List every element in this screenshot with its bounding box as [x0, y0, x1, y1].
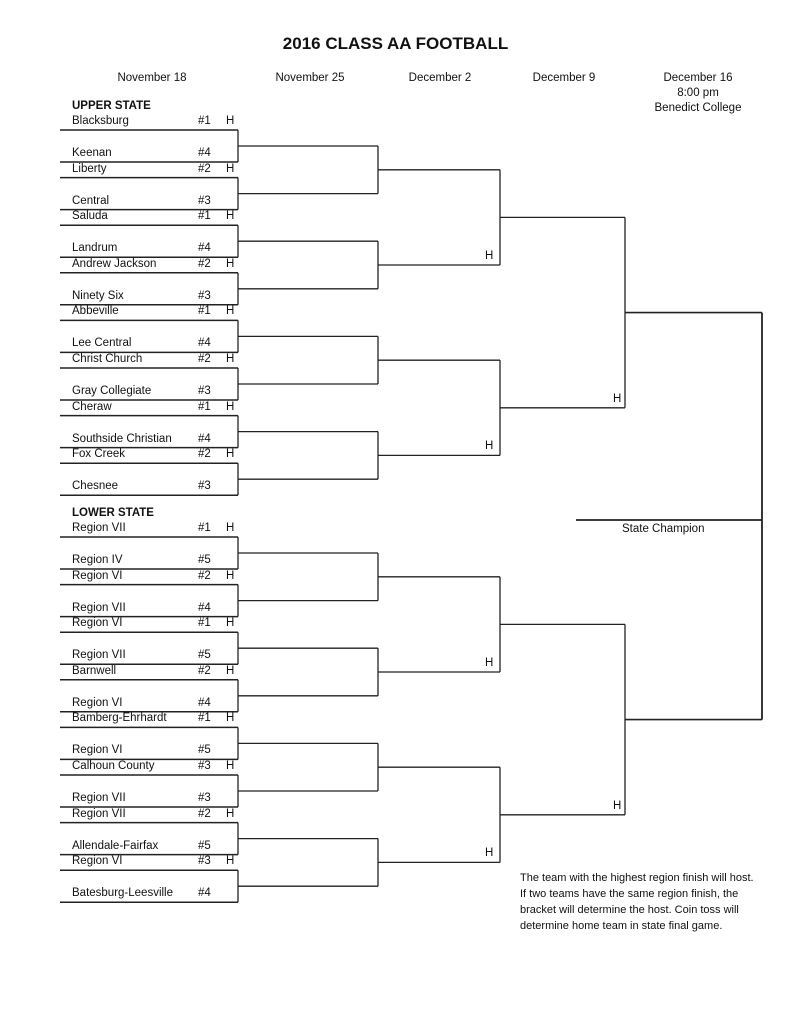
team-name: Region VII — [72, 522, 126, 534]
host-marker: H — [226, 617, 235, 630]
team-seed: #3 — [198, 385, 211, 397]
team-name: Region VI — [72, 617, 123, 630]
team-name: Batesburg-Leesville — [72, 887, 174, 900]
host-marker: H — [226, 664, 235, 677]
host-marker: H — [226, 807, 235, 820]
team-seed: #1 — [198, 712, 211, 725]
team-seed: #2 — [198, 569, 211, 582]
round-1-date: November 18 — [117, 72, 187, 84]
team-name: Calhoun County — [72, 760, 155, 772]
team-name: Barnwell — [72, 664, 117, 677]
lower-state-label: LOWER STATE — [72, 507, 154, 519]
host-marker: H — [613, 392, 622, 405]
team-name: Gray Collegiate — [72, 385, 152, 397]
team-name: Region VII — [72, 807, 126, 820]
team-name: Cheraw — [72, 400, 112, 413]
team-seed: #5 — [198, 839, 211, 852]
team-seed: #3 — [198, 480, 211, 493]
upper-state-label: UPPER STATE — [72, 100, 151, 112]
team-seed: #4 — [198, 887, 211, 900]
team-seed: #4 — [198, 601, 211, 614]
team-seed: #4 — [198, 432, 211, 445]
page-title: 2016 CLASS AA FOOTBALL — [282, 34, 509, 53]
host-marker: H — [485, 250, 494, 262]
team-seed: #4 — [198, 147, 211, 159]
final-date: December 16 — [663, 72, 733, 84]
team-name: Lee Central — [72, 337, 132, 350]
state-champion-label: State Champion — [622, 523, 705, 535]
team-seed: #1 — [198, 210, 211, 223]
team-seed: #2 — [198, 353, 211, 365]
host-marker: H — [226, 353, 235, 365]
team-seed: #3 — [198, 194, 211, 207]
team-seed: #2 — [198, 448, 211, 461]
team-name: Fox Creek — [72, 448, 126, 461]
team-name: Keenan — [72, 147, 112, 159]
team-seed: #3 — [198, 760, 211, 772]
final-venue: Benedict College — [654, 102, 742, 114]
team-name: Region VI — [72, 744, 123, 757]
host-marker: H — [226, 522, 235, 534]
team-seed: #2 — [198, 664, 211, 677]
team-name: Saluda — [72, 210, 108, 223]
host-marker: H — [226, 257, 235, 270]
host-marker: H — [485, 440, 494, 453]
team-seed: #1 — [198, 305, 211, 318]
team-seed: #1 — [198, 617, 211, 630]
team-name: Region VII — [72, 792, 126, 804]
host-marker: H — [226, 855, 235, 868]
host-marker: H — [613, 799, 622, 812]
host-marker: H — [226, 400, 235, 413]
host-marker: H — [485, 657, 494, 669]
host-marker: H — [485, 847, 494, 860]
host-marker: H — [226, 760, 235, 772]
team-seed: #4 — [198, 696, 211, 709]
team-name: Christ Church — [72, 353, 143, 365]
team-seed: #5 — [198, 554, 211, 566]
team-name: Landrum — [72, 242, 118, 255]
team-seed: #3 — [198, 289, 211, 302]
host-marker: H — [226, 569, 235, 582]
team-name: Region VI — [72, 569, 123, 582]
host-marker: H — [226, 115, 235, 127]
team-name: Ninety Six — [72, 289, 124, 302]
team-seed: #2 — [198, 807, 211, 820]
team-name: Region VII — [72, 601, 126, 614]
round-2-date: November 25 — [275, 72, 345, 84]
host-marker: H — [226, 305, 235, 318]
team-name: Region VI — [72, 696, 123, 709]
team-name: Bamberg-Ehrhardt — [72, 712, 167, 725]
team-name: Region IV — [72, 554, 123, 566]
team-seed: #1 — [198, 522, 211, 534]
final-time: 8:00 pm — [677, 87, 719, 99]
team-name: Blacksburg — [72, 115, 129, 127]
team-seed: #3 — [198, 792, 211, 804]
round-4-date: December 9 — [532, 72, 596, 84]
hosting-note: The team with the highest region finish will host. If two teams have the same region finish, the bracket will determine the host. Coin toss will determine home team in state final game. — [520, 872, 754, 932]
team-seed: #4 — [198, 242, 211, 255]
host-marker: H — [226, 162, 235, 175]
team-seed: #1 — [198, 115, 211, 127]
team-seed: #1 — [198, 400, 211, 413]
team-name: Liberty — [72, 162, 107, 175]
team-name: Chesnee — [72, 480, 119, 493]
team-seed: #2 — [198, 257, 211, 270]
team-name: Southside Christian — [72, 432, 172, 445]
host-marker: H — [226, 712, 235, 725]
team-seed: #2 — [198, 162, 211, 175]
team-seed: #3 — [198, 855, 211, 868]
team-seed: #4 — [198, 337, 211, 350]
team-name: Abbeville — [72, 305, 119, 318]
host-marker: H — [226, 448, 235, 461]
team-name: Andrew Jackson — [72, 257, 157, 270]
team-name: Region VII — [72, 649, 126, 662]
host-marker: H — [226, 210, 235, 223]
team-name: Allendale-Fairfax — [72, 839, 159, 852]
team-name: Central — [72, 194, 110, 207]
team-seed: #5 — [198, 744, 211, 757]
team-name: Region VI — [72, 855, 123, 868]
round-3-date: December 2 — [408, 72, 472, 84]
team-seed: #5 — [198, 649, 211, 662]
